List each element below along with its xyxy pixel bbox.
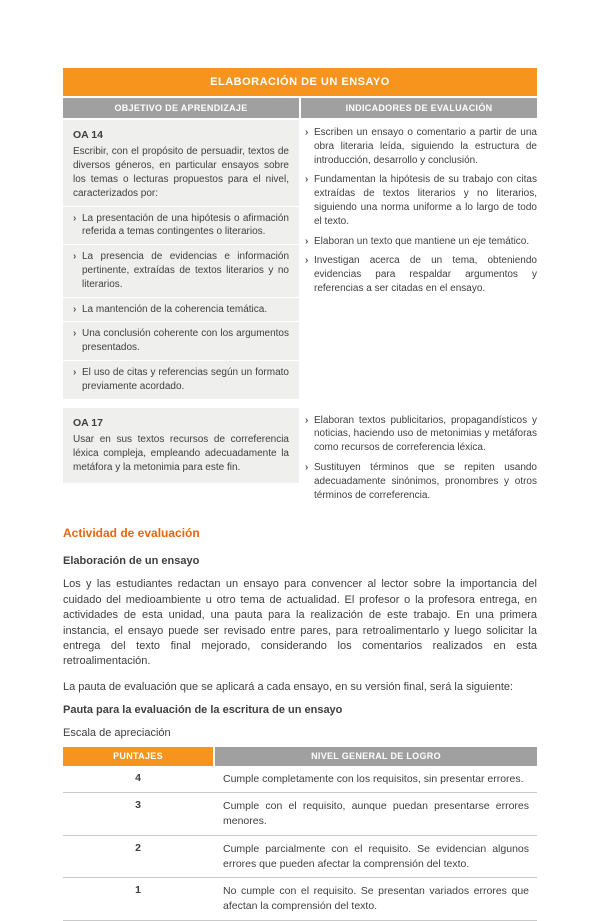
indicator-item bbox=[305, 126, 537, 167]
indicator-item bbox=[305, 173, 537, 228]
score-table-body bbox=[63, 766, 537, 921]
bullet-item bbox=[63, 361, 299, 399]
oa-17-indicators-cell bbox=[301, 408, 537, 509]
oa-14-bullet-list bbox=[63, 207, 299, 399]
score-description: Cumple completamente con los requisitos, sin presentar errores. bbox=[223, 772, 524, 785]
chevron-bullet-icon bbox=[73, 327, 82, 355]
column-header-nivel: NIVEL GENERAL DE LOGRO bbox=[215, 747, 537, 766]
score-table-header bbox=[63, 747, 537, 766]
chevron-bullet-icon bbox=[305, 235, 314, 249]
oa-row-17 bbox=[63, 408, 537, 509]
activity-subheading: Elaboración de un ensayo bbox=[63, 555, 200, 568]
table-title: ELABORACIÓN DE UN ENSAYO bbox=[63, 68, 537, 96]
column-header-puntajes: PUNTAJES bbox=[63, 747, 213, 766]
chevron-bullet-icon bbox=[305, 414, 314, 455]
assessment-table bbox=[63, 68, 537, 508]
chevron-bullet-icon bbox=[305, 126, 314, 167]
bullet-item bbox=[63, 322, 299, 360]
oa-description: Usar en sus textos recursos de correferencia léxica compleja, empleando adecuadamente la metáfora y la metonimia para este fin. bbox=[73, 434, 289, 473]
indicator-text: Elaboran textos publicitarios, propagandísticos y noticias, haciendo uso de metonimias y metáforas como recursos de correferencia léxica. bbox=[314, 414, 537, 454]
chevron-bullet-icon bbox=[73, 303, 82, 317]
table-row bbox=[63, 878, 537, 920]
score-value: 3 bbox=[135, 799, 141, 812]
section-heading: Actividad de evaluación bbox=[63, 526, 200, 541]
score-description: No cumple con el requisito. Se presentan variados errores que afectan la comprensión del texto. bbox=[223, 885, 529, 912]
oa-description: Escribir, con el propósito de persuadir, textos de diversos géneros, en particular ensayos sobre los temas o lecturas propuestos para el nivel, caracterizados por: bbox=[73, 146, 289, 199]
indicator-text: Investigan acerca de un tema, obteniendo evidencias para respaldar argumentos y referencias a ser citadas en el ensayo. bbox=[314, 255, 537, 294]
score-table bbox=[63, 747, 537, 921]
oa-code: OA 14 bbox=[73, 129, 103, 141]
bullet-text: La mantención de la coherencia temática. bbox=[82, 303, 268, 315]
score-description: Cumple parcialmente con el requisito. Se evidencian algunos errores que pueden afectar la comprensión del texto. bbox=[223, 842, 529, 870]
chevron-bullet-icon bbox=[305, 173, 314, 228]
bullet-text: La presentación de una hipótesis o afirmación referida a temas contingentes o literarios. bbox=[82, 212, 289, 238]
column-header-indicators: INDICADORES DE EVALUACIÓN bbox=[301, 98, 537, 118]
indicator-text: Sustituyen términos que se repiten usando adecuadamente sinónimos, pronombres y otros términos de correferencia. bbox=[314, 462, 537, 501]
oa-row-14 bbox=[63, 120, 537, 399]
chevron-bullet-icon bbox=[305, 461, 314, 502]
oa-17-objective-cell bbox=[63, 408, 299, 483]
chevron-bullet-icon bbox=[73, 366, 82, 394]
activity-paragraph: Los y las estudiantes redactan un ensayo para convencer al lector sobre la importancia del cuidado del medioambiente u otro tema de actualidad. El profesor o la profesora entrega, en actividades de esta unidad, una pauta para la realización de este trabajo. En una primera instancia, el ensayo puede ser revisado entre pares, para retroalimentarlo y luego solicitar la entrega del texto final mejorado, considerando los comentarios realizados en esta retroalimentación. bbox=[63, 578, 537, 668]
score-description: Cumple con el requisito, aunque puedan presentarse errores menores. bbox=[223, 800, 529, 828]
oa-code: OA 17 bbox=[73, 416, 103, 429]
chevron-bullet-icon bbox=[73, 212, 82, 240]
bullet-item bbox=[63, 245, 299, 296]
scale-label: Escala de apreciación bbox=[63, 726, 171, 739]
bullet-text: El uso de citas y referencias según un formato previamente acordado. bbox=[82, 367, 289, 392]
bullet-text: Una conclusión coherente con los argumentos presentados. bbox=[82, 328, 289, 354]
indicator-text: Escriben un ensayo o comentario a partir de una obra literaria leída, siguiendo la estructura de introducción, desarrollo y conclusión. bbox=[314, 127, 537, 166]
bullet-item bbox=[63, 298, 299, 322]
activity-section bbox=[63, 526, 537, 738]
table-row bbox=[63, 836, 537, 878]
bullet-text: La presencia de evidencias e información pertinente, extraídas de textos literarios y no literarios. bbox=[82, 251, 289, 290]
rubric-title: Pauta para la evaluación de la escritura de un ensayo bbox=[63, 703, 343, 716]
column-header-objective: OBJETIVO DE APRENDIZAJE bbox=[63, 98, 299, 118]
indicator-item bbox=[305, 235, 537, 249]
oa-17-intro-block bbox=[63, 408, 299, 483]
oa-14-objective-cell bbox=[63, 120, 299, 399]
indicator-item bbox=[305, 414, 537, 455]
oa-14-indicators-cell bbox=[301, 120, 537, 302]
oa-14-intro-block bbox=[63, 120, 299, 206]
table-row bbox=[63, 766, 537, 794]
score-value: 2 bbox=[135, 841, 141, 854]
table-header-row bbox=[63, 98, 537, 118]
chevron-bullet-icon bbox=[305, 254, 314, 295]
document-page bbox=[63, 68, 537, 921]
indicator-text: Fundamentan la hipótesis de su trabajo con citas extraídas de textos literarios y no literarios, siguiendo una norma uniforme a lo largo de todo el texto. bbox=[314, 174, 537, 227]
bullet-item bbox=[63, 207, 299, 245]
score-value: 4 bbox=[135, 771, 141, 784]
indicator-item bbox=[305, 461, 537, 502]
activity-note: La pauta de evaluación que se aplicará a cada ensayo, en su versión final, será la siguiente: bbox=[63, 680, 514, 693]
score-value: 1 bbox=[135, 884, 141, 897]
chevron-bullet-icon bbox=[73, 250, 82, 291]
indicator-item bbox=[305, 254, 537, 295]
indicator-text: Elaboran un texto que mantiene un eje temático. bbox=[314, 235, 530, 247]
